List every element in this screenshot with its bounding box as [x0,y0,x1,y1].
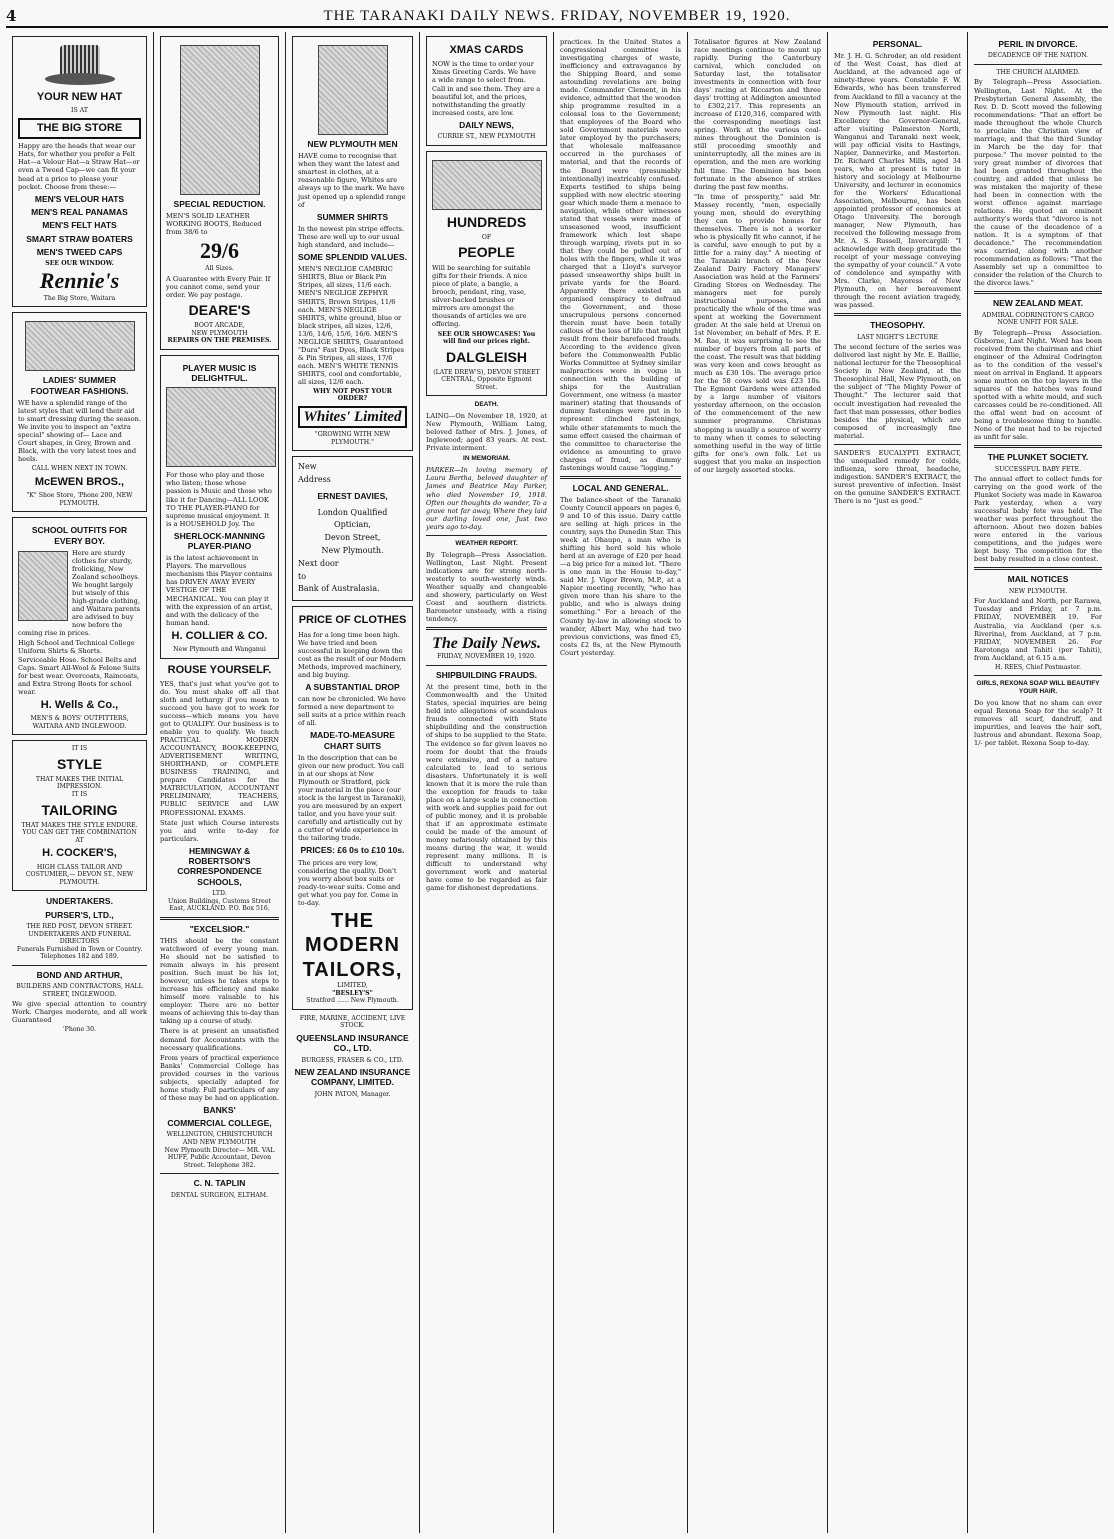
piano-body: For those who play and those who listen; those whose passion is Music and those who like it for Dancing—ALL LOOK TO THE PLAYER-PIANO for supreme musical enjoyment. It is a HOUSEHOLD Joy. The [166,471,272,528]
piano-name: SHERLOCK-MANNING PLAYER-PIANO [173,530,266,551]
rouse-heading: ROUSE YOURSELF. [167,663,272,676]
man-shirt-illustration [318,45,388,135]
davies-line: London Qualified Optician, [317,507,388,530]
column-2 [154,32,286,1533]
divorce-heading: PERIL IN DIVORCE. [998,39,1078,49]
rouse-state: State just which Course interests you and write to-day for particulars. [160,818,279,843]
davies-line: New [298,462,317,472]
banks-brand: BANKS' [203,1104,236,1115]
davies-line: Address [298,475,331,485]
tailors-heading2: A SUBSTANTIAL DROP [305,681,400,692]
divorce-sub: DECADENCE OF THE NATION. [987,52,1089,60]
hat-item: SMART STRAW BOATERS [26,233,133,244]
masthead [6,6,1108,28]
local-general-heading: LOCAL AND GENERAL. [572,482,669,493]
piano-body2: is the latest achievement in Players. The marvellous mechanism this Player contains has DRIVEN AWAY EVERY VESTIGE OF THE MECHANICAL. You can play it with the expression of an artist, and with the delicacy of the human hand. [166,554,273,627]
banks-director: New Plymouth Director— MR. VAL HUFF, Public Accountant, Devon Street. Telephone 382. [164,1146,275,1169]
insurance-line: QUEENSLAND INSURANCE CO., LTD. [296,1032,409,1054]
news-items: "In time of prosperity," said Mr. Massey recently, "men, especially young men, should do everything they can to provide homes for themselves. There is not a worker who is physically fit who cannot, if he is careful, save enough to put by a little for a rainy day." A meeting of the Taranaki branch of the New Zealand Dairy Factory Managers' Association was held at the Farmers' Grading Stores on Wednesday. The managers met for purely instructional purposes, and practically the whole of the time was spent at working the Government grader. At the sale held at Urenui on 1st November, on behalf of Mrs. P. E. M. Rae, it was surprising to see the number of buyers from all parts of the coast. The result was that bidding was very keen and cows brought as much as £30 10s. The average price for the 58 cows sold was £23 10s. The Egmont Gardens were attended by a large number of visitors yesterday afternoon, on the occasion of the commencement of the new summer programme. Christmas shopping is usually a source of worry to many when it comes to selecting something useful in the way of little gifts for one's own folk. Let us suggest that you make an inspection of our largely assorted stocks. [694,192,821,474]
theosophy-sub: LAST NIGHT'S LECTURE [856,333,939,341]
hat-ad-is-at: IS AT [71,107,88,115]
piano-heading: PLAYER MUSIC IS DELIGHTFUL. [182,362,257,384]
column-4 [420,32,554,1533]
plunket-body: The annual effort to collect funds for carrying on the good work of the Plunket Society was made in Kawaroa Park yesterday, when a very successful baby fete was held. The weather was perfect throughout the afternoon. About two dozen babies were entered in the various competitions, and the judges were kept busy. The competition for the best baby resulted in a close contest. [974,475,1102,564]
deare-repairs: REPAIRS ON THE PREMISES. [167,337,272,345]
wells-brand: H. Wells & Co., [40,698,119,711]
fraud-body: At the present time, both in the Commonwealth and the United States, special inquiries are being held into allegations of scandalous frauds connected with State shipbuilding and the construction of ships to be supplied to the State. The evidence so far given leaves no room for doubt that the frauds were extensive, and of a nature calculated to lead to serious disasters. Unfortunately it is well known that it is more the rule than the exception for frauds to take place on a large scale in connection with work and supplies paid for out of public money, and it is probable that if an approximate estimate could be made of the amount of money nefariously obtained by this means during the war, it would represent many millions. It is difficult to understand why government work and material have come to be regarded as fair game for dishonest depredations. [426,683,547,893]
davies-name: ERNEST DAVIES, [317,491,388,501]
cocker-line: THAT MAKES THE STYLE ENDURE. [21,821,138,829]
excelsior-body2: There is at present an unsatisfied demand for Accountants with the necessary qualifications. [160,1027,279,1052]
school-advert [12,517,147,735]
xmas-heading: XMAS CARDS [449,44,524,56]
divorce-body: By Telegraph—Press Association. Wellington, Last Night. At the Presbyterian General Assembly, the Rev. D. D. Scott moved the following recommendations: "That an effort be made throughout the whole Church to proclaim the Christian view of marriage, and that the third Sunday in March be the day for that purpose." The mover pointed to the very great number of divorces that had been granted throughout the country, and added that unless he was mistaken the majority of these had been in connection with the worst offence against marriage relations. He quoted an eminent authority's words that "divorce is not the cause of the decadence of a nation. It is a symptom of that decadence." The recommendation was carried, along with another recommendation as follows: "That the Assembly set up a committee to consider the relation of the Church to the divorce laws." [974,78,1102,288]
whites-question: WHY NOT POST YOUR ORDER? [313,387,392,403]
meat-sub: ADMIRAL CODRINGTON'S CARGO [981,311,1095,319]
hemingway-ltd: LTD. [212,890,227,898]
tailors-ltd: LIMITED, [337,982,368,990]
totalisator-body: Totalisator figures at New Zealand race meetings continue to mount up rapidly. During the Canterbury carnival, which concluded on Saturday last, the totalisator investments in connection with four days' racing at Riccarton and three days' trotting at Addington amounted to £302,217. This represents an increase of £120,316, compared with the corresponding meetings last spring. Work at the various coal-mines throughout the Dominion is still proceeding smoothly and uninterruptedly, all the mines are in operation, and the men are working full time. The Dominion has been fortunate in the absence of strikes during the past few months. [694,38,821,191]
fraud-continued: practices. In the United States a congressional committee is investigating charges of waste, inefficiency and extravagance by the Shipping Board, and some astounding revelations are being made. Commander Clement, in his evidence, admitted that the wooden ship programme resulted in a colossal loss to the Government; that employees of the Board who sold Government materials were later employed by the purchasers; that wholesale malfeasance occurred in the purchases of material, and that the records of the Board were (presumably intentionally) inextricably confused. Experts testified to ships being supplied with new electric steering gear which made them a menace to navigation, while other witnesses stated that vessels were made of unseasoned wood, insufficient framework which lost shape through warping, rivets put in so that they could be pulled out of holes with the fingers, while it was charged that a Lloyd's surveyor passed unseaworthy ships built in private yards for the Board. Apparently there existed an organised conspiracy to defraud the Government, and those unscrupulous persons concerned therein must have been totally callous of the loss of life that might result from their barefaced frauds. According to the evidence given before the Commonwealth Public Works Committee at Sydney similar malpractices were in vogue in connection with the building of ships for the Australian Government, one witness (a master mariner) stating that thousands of dummy fastenings were put in to represent clinched fastenings, while other statements to much the same effect caused the chairman of the committee to characterise the evidence as amounting to grave charges of fraud, as dummy fastenings would cause "logging." [560,38,681,472]
tailors-body2: can now be chronicled. We have formed a new department to sell suits at a price within reach of all. [298,695,406,728]
excelsior-body3: From years of practical experience Banks' Commercial College has provided courses in the various subjects, specially adapted for home study. Full particulars of any of these may be had on application. [160,1053,280,1102]
tailors-price: PRICES: £6 0s to £10 10s. [300,845,405,856]
cocker-advert [12,740,147,891]
whites-body: HAVE come to recognise that when they want the latest and smartest in clothes, at a reasonable figure, Whites are always up to the mark. We have just opened up a splendid range of [298,152,406,209]
mcewen-brand: McEWEN BROS., [34,475,125,488]
school-ad-heading: SCHOOL OUTFITS FOR EVERY BOY. [31,525,128,546]
undertakers-heading: UNDERTAKERS. [46,896,113,907]
personal-body: Mr. J. H. G. Schroder, an old resident of the West Coast, has died at Auckland, at the advanced age of ninety-three years. Constable F. W. Edwards, who has been transferred from Auckland to fill a vacancy at the New Plymouth station, arrived in New Plymouth last night. His Excellency the Governor-General, after visiting Palmerston North, Wanganui and Taranaki next week, will pay official visits to Hastings, Napier, Dannevirke, and Masterton. Dr. Richard Charles Mills, aged 34 years, who at present is tutor in history and sociology at Melbourne University, and lecturer in economics for the Workers' Educational Association, Melbourne, has been appointed professor of economics at Otago University. The borough manager, New Plymouth, has received the following message from Mr. A. S. Russell, Invercargill: "I acknowledge with deep gratitude the receipt of your message conveying the sympathy of your council." A vote of condolence and sympathy with Mrs. Clarke, Mayoress of New Plymouth, on her bereavement through the recent aviation tragedy, was passed. [834,52,961,310]
tailors-body4: The prices are very low, considering the quality. Don't you worry about box suits or ready-to-wear suits. Come and get what you pay for. Come in to-day. [298,858,401,907]
deare-price: 29/6 [199,238,240,264]
column-3 [286,32,420,1533]
plunket-sub: SUCCESSFUL BABY FETE. [994,465,1082,473]
column-1 [6,32,154,1533]
cocker-sub: HIGH CLASS TAILOR AND COSTUMIER,— DEVON ST., NEW PLYMOUTH. [25,863,134,886]
death-notice: LAING—On November 18, 1920, at New Plymouth, William Laing, beloved father of Mrs. J. Jones, of Inglewood; aged 83 years. At rest. Private interment. [426,412,547,453]
bond-line: BUILDERS AND CONTRACTORS, HALL STREET, INGLEWOOD. [16,983,143,998]
davies-line: to [298,571,307,581]
xmas-body: NOW is the time to order your Xmas Greeting Cards. We have a wide range to select from. Call in and see them. They are a beautiful lot, and the prices, notwithstanding the greatly increased costs, are low. [432,60,541,117]
tailors-heading3: MADE-TO-MEASURE CHART SUITS [310,730,395,751]
taplin-name: C. N. TAPLIN [193,1178,246,1189]
excelsior-heading: "EXCELSIOR." [189,923,250,934]
weather-heading: WEATHER REPORT. [455,539,518,547]
deare-sub: BOOT ARCADE, [194,322,245,330]
hat-item: MEN'S TWEED CAPS [36,247,123,257]
cocker-line: IT IS [71,745,88,753]
collier-sub: New Plymouth and Wanganui [173,646,266,654]
hat-item: MEN'S FELT HATS [42,220,117,231]
hundreds-heading: HUNDREDS [446,213,527,230]
dalgleish-brand: DALGLEISH [446,348,527,365]
davies-line: Bank of Australasia. [298,584,380,594]
hundreds-of: OF [481,233,492,241]
daily-news-brand: DAILY NEWS, [459,119,514,130]
divorce-sub2: THE CHURCH ALARMED. [996,68,1080,76]
davies-line: Next door [298,558,339,568]
mail-body: For Auckland and North, per Rarawa, Tuesday and Friday, at 7 p.m. FRIDAY, NOVEMBER 19. For Australia, via Auckland (per s.s. Riverina), from Auckland, at 7 p.m. FRIDAY, NOVEMBER 26. For Rarotonga and Tahiti (per Tahiti), from Auckland, at 6.15 a.m. [974,597,1102,662]
insurance-line: FIRE, MARINE, ACCIDENT, LIVE STOCK. [299,1014,406,1030]
deare-advert [160,36,279,350]
hat-advert [12,36,147,307]
whites-list: MEN'S NEGLIGE CAMBRIC SHIRTS, Blue or Black Pin Stripes, all sizes, 11/6 each. MEN'S NEGLIGE ZEPHYR SHIRTS, Brown Stripes, 11/6 each. MEN'S NEGLIGE SHIRTS, white ground, blue or black stripes, all sizes, 12/6, 13/6, 14/6, 15/6, 16/6. MEN'S NEGLIGE SHIRTS, Guaranteed "Dura" Fast Dyes, Black Stripes & Pin Stripes, all sizes, 17/6 each. MEN'S WHITE TENNIS SHIRTS, cool and comfortable, all sizes, 12/6 each. [298,265,405,386]
fraud-heading: SHIPBUILDING FRAUDS. [435,669,538,680]
column-6 [688,32,828,1533]
memoriam-heading: IN MEMORIAM. [463,455,510,463]
bond-heading: BOND AND ARTHUR, [36,969,123,980]
deare-sizes: All Sizes. [205,265,234,273]
insurance-line: NEW ZEALAND INSURANCE COMPANY, LIMITED. [294,1067,411,1088]
collier-brand: H. COLLIER & CO. [171,629,268,642]
bootmaker-illustration [180,45,260,195]
mail-sign: H. REES, Chief Postmaster. [994,663,1081,671]
masthead-title: THE TARANAKI DAILY NEWS. FRIDAY, NOVEMBER 19, 1920. [323,7,791,24]
deare-body: MEN'S SOLID LEATHER WORKING BOOTS, Reduced from 38/6 to [166,212,262,237]
whites-heading: NEW PLYMOUTH MEN [307,139,398,149]
cocker-line: IT IS [71,790,88,798]
local-general-body: The balance-sheet of the Taranaki County Council appears on pages 6, 9 and 10 of this issue. Dairy cattle are selling at high prices in the country, says the Dunedin Star. This week at Ohaupo, a man who is shifting his herd sold his whole herd at an average of £20 per head—a big price for a mixed lot. "There is one man in the House to-day," said Mr. J. Vigor Brown, M.P., at a Napier meeting recently, "who has given more than his share to the public, and who is always doing something." For a breach of the County by-law in allowing stock to wander, Albert May, who had two previous convictions, was fined £5, costs £2 8s, at the New Plymouth Court yesterday. [560,496,681,657]
meat-sub2: NONE UNFIT FOR SALE. [997,319,1079,327]
cocker-line: THAT MAKES THE INITIAL IMPRESSION. [35,775,124,791]
rennies-sub: The Big Store, Waitara [43,294,116,302]
dalgleish-advert [426,151,547,397]
tailors-heading: PRICE OF CLOTHES [298,614,407,627]
dalgleish-sub: (LATE DREW'S), DEVON STREET CENTRAL, Opposite Egmont Street. [433,368,540,391]
pursers-line: Funerals Furnished in Town or Country. Telephones 182 and 189. [16,945,143,961]
whites-brand: Whites' Limited [298,406,407,428]
whites-sub: SUMMER SHIRTS [316,211,389,222]
insurance-line: JOHN PATON, Manager. [314,1090,391,1098]
memoriam-notice: PARKER—In loving memory of Laura Bertha, beloved daughter of James and Beatrice May Parker, who died November 19, 1918. Often our thoughts do wander, To a grave not far away, Where they laid our darling loved one, Just two years ago to-day. [426,466,547,531]
xmas-advert [426,36,547,146]
banks-cities: WELLINGTON, CHRISTCHURCH AND NEW PLYMOUTH [166,1131,273,1147]
tailors-body3: In the description that can be given our new product. You call in at our shops at New Plymouth or Stratford, pick your material in the piece (our stock is the largest in Taranaki), you are measured by an expert tailor, and you have your suit carefully and artistically cut by a cutter of wide experience in the tailoring trade. [298,753,407,843]
bond-line: We give special attention to country Work. Charges moderate, and all work Guaranteed [12,1000,147,1025]
daily-news-date: FRIDAY, NOVEMBER 19, 1920. [437,653,536,661]
hat-ad-heading: YOUR NEW HAT [36,91,123,103]
tailors-advert [292,606,413,1010]
boy-illustration [18,551,68,621]
rouse-body: YES, that's just what you've got to do. You must shake off all that sloth and lethargy if you mean to succeed you have got to work for success—which means you have got to QUALIFY. Our business is to enable you to qualify. We teach PRACTICAL MODERN ACCOUNTANCY, BOOK-KEEPING, ADVERTISEMENT WRITING, SHORTHAND, or COMPLETE BUSINESS TRAINING, and prepare Candidates for the MATRICULATION, ACCOUNTANT PRELIMINARY, TEACHERS, PUBLIC SERVICE and LAW PROFESSIONAL EXAMS. [160,680,279,817]
wells-sub: MEN'S & BOYS' OUTFITTERS, WAITARA AND INGLEWOOD. [30,715,129,730]
cocker-line: YOU CAN GET THE COMBINATION AT [22,829,137,844]
jewellery-illustration [432,160,542,210]
dalgleish-body: Will be searching for suitable gifts for their friends. A nice piece of plate, a bangle, a brooch, pendant, ring, vase, silver-backed brushes or mirrors are amongst the thousands of articles we are offering. [432,264,531,329]
shoe-advert [12,312,147,512]
personal-heading: PERSONAL. [872,39,923,49]
hat-ad-window: SEE OUR WINDOW. [45,260,114,268]
hat-ad-body: Happy are the heads that wear our Hats, for whether you prefer a Felt Hat—a Velour Hat—a Straw Hat—or even a Tweed Cap—we can fit your head at a price to please your pocket. Choose from these:— [18,142,140,191]
shoe-ad-call: CALL WHEN NEXT IN TOWN. [31,465,128,473]
mail-sub: NEW PLYMOUTH. [1008,587,1068,595]
column-5 [554,32,688,1533]
daily-news-address: CURRIE ST., NEW PLYMOUTH [437,132,536,140]
theosophy-heading: THEOSOPHY. [870,320,925,331]
mail-heading: MAIL NOTICES [1007,574,1069,585]
bond-phone: 'Phone 30. [62,1026,97,1034]
shoe-ad-heading: LADIES' SUMMER FOOTWEAR FASHIONS. [30,375,129,396]
deare-town: NEW PLYMOUTH [191,329,248,337]
rennies-brand: Rennie's [39,267,120,293]
column-8 [968,32,1108,1533]
column-7 [828,32,968,1533]
meat-body: By Telegraph—Press Association. Gisborne, Last Night. Word has been received from the chairman and chief engineer of the Admiral Codrington as to the condition of the vessel's meat on arrival in England. It appears some mutton on the top layers in the squares of the hatches was found spotted with a white mould, and such carcasses could be re-conditioned. All the offal went bad on account of being a troublesome thing to handle. None of the meat had to be rejected as unfit for sale. [974,328,1102,442]
page-number: 4 [6,7,17,25]
whites-body2: In the newest pin stripe effects. These are well up to our usual high standard, and include— [298,224,405,249]
weather-body: By Telegraph—Press Association. Wellington, Last Night. Present indications are for strong north-westerly to south-westerly winds. Weather squally and changeable and showery, particularly on West Coast and southern districts. Barometer unsteady, with a rising tendency. [426,550,547,623]
hundreds-people: PEOPLE [458,244,515,261]
hat-item: MEN'S REAL PANAMAS [31,206,128,217]
school-ad-body: Here are sturdy clothes for sturdy, frolicking, New Zealand schoolboys. We bought largely but wisely of this high-grade clothing, and Waitara parents are advised to buy now before the coming rise in prices. [18,549,140,638]
school-ad-list: High School and Technical College Uniform Shirts & Shorts. Serviceable Hose. School Belts and Caps. Smart All-Wool & Felone Suits for best wear. Overcoats, Raincoats, and Extra Strong Boots for school wear. [18,639,141,696]
hemingway-address: Union Buildings, Customs Street East, AUCKLAND. P.O. Box 516. [168,897,271,913]
mcewen-sub: "K" Shoe Store, 'Phone 200, NEW PLYMOUTH. [26,492,133,507]
meat-heading: NEW ZEALAND MEAT. [992,298,1084,309]
insurance-line: BURGESS, FRASER & CO., LTD. [301,1056,404,1064]
dalgleish-show: SEE OUR SHOWCASES! You will find our prices right. [437,330,536,346]
big-store-logo: THE BIG STORE [18,118,141,139]
cocker-tailoring: TAILORING [41,801,118,818]
pursers-address: THE RED POST, DEVON STREET. [26,923,133,931]
deare-brand: DEARE'S [188,301,251,318]
davies-advert [292,456,413,601]
hat-item: MEN'S VELOUR HATS [34,193,125,204]
plunket-heading: THE PLUNKET SOCIETY. [987,452,1089,463]
cocker-brand: H. COCKER'S, [42,847,117,860]
excelsior-body: THIS should be the constant watchword of every young man. He should not be satisfied to remain always in his present position. Such must be his lot, however, unless he takes steps to increase his efficiency and make himself more valuable to his employer. There are no better means of achieving this to-day than taking up a course of study. [160,937,279,1026]
deare-heading: SPECIAL REDUCTION. [173,199,266,209]
hemingway-brand: HEMINGWAY & ROBERTSON'S CORRESPONDENCE SCHOOLS, [177,845,262,887]
death-heading: DEATH. [474,401,499,409]
rexona-heading: GIRLS, REXONA SOAP WILL BEAUTIFY YOUR HAIR. [976,680,1100,696]
tailors-body: Has for a long time been high. We have tried and been successful in keeping down the cost as the result of our Modern Methods, improved machinery, and big buying. [298,630,406,679]
theosophy-body: The second lecture of the series was delivered last night by Mr. E. Baillie, national lecturer for the Theosophical Society in New Zealand, at the Theosophical Hall, New Plymouth, on the subject of "The Mighty Power of Thought." The lecturer said that occult investigation had revealed the fact that man possesses, other bodies besides the physical, which are composed of increasingly fine material. [834,343,961,440]
sanders-advert: SANDER'S EUCALYPTI EXTRACT, the unequalled remedy for colds, influenza, sore throat, headache, indigestion. SANDER'S EXTRACT, the surest preventive of infection. Insist on the genuine SANDER'S EXTRACT. There is no "just as good." [834,448,961,505]
shoe-illustration [25,321,135,371]
davies-line: Devon Street, [324,533,381,543]
shoe-ad-body: WE have a splendid range of the latest styles that will lend their aid to smart dressing during the season. We invite you to inspect an "extra special" showing of— Lace and Court shapes, in Grey, Brown and Black, with the very latest toes and heels. [18,399,141,464]
tailors-besley: "BESLEY'S" [332,989,373,997]
rexona-body: Do you know that no sham can ever equal Rexona Soap for the scalp? It removes all scurf, dandruff, and impurities, and leaves the hair soft, lustrous and abundant. Rexona Soap, 1/- per tablet. Rexona Soap to-day. [974,699,1102,748]
whites-sub2: SOME SPLENDID VALUES. [298,252,407,263]
davies-line: New Plymouth. [321,545,384,555]
hat-illustration [45,45,115,87]
pursers-line: UNDERTAKERS AND FUNERAL DIRECTORS [28,930,131,946]
tailors-towns: Stratford ...... New Plymouth. [306,997,399,1005]
taplin-body: DENTAL SURGEON, ELTHAM. [170,1191,269,1199]
whites-advert [292,36,413,451]
piano-advert [160,355,279,659]
whites-slogan: "GROWING WITH NEW PLYMOUTH." [314,431,391,446]
daily-news-masthead: The Daily News. [432,634,541,652]
pursers-brand: PURSER'S, LTD., [45,909,114,920]
deare-guarantee: A Guarantee with Every Pair. If you cannot come, send your order. We pay postage. [166,274,271,299]
banks-sub: COMMERCIAL COLLEGE, [167,1118,272,1129]
piano-illustration [166,387,276,467]
cocker-style: STYLE [56,755,103,772]
modern-tailors-brand: THE MODERN TAILORS, [302,909,403,981]
